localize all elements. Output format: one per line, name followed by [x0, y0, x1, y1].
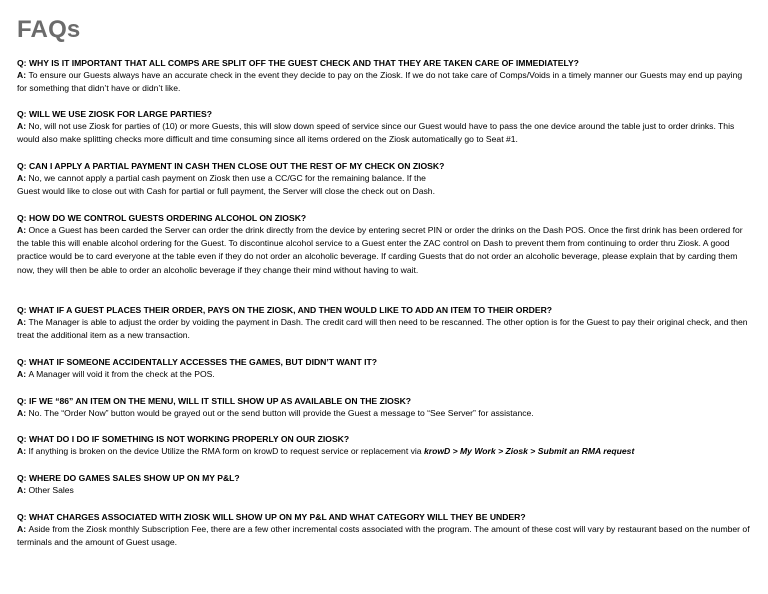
faq-item: [17, 304, 753, 342]
page-title: FAQs: [17, 16, 81, 43]
faq-answer: A: If anything is broken on the device Utilize the RMA form on krowD to request service or replacement via krowD > My Work > Ziosk > Submit an RMA request: [17, 446, 635, 456]
faq-question: Q: WHY IS IT IMPORTANT THAT ALL COMPS ARE SPLIT OFF THE GUEST CHECK AND THAT THEY ARE TAKEN CARE OF IMMEDIATELY?: [17, 58, 579, 68]
faq-answer: A: The Manager is able to adjust the order by voiding the payment in Dash. The credit card will then need to be rescanned. The other option is for the Guest to pay their original check, and then treat the additional item as a new transaction.: [17, 317, 748, 341]
faq-item: [17, 433, 753, 458]
faq-question: Q: WILL WE USE ZIOSK FOR LARGE PARTIES?: [17, 109, 212, 119]
faq-answer: A: Aside from the Ziosk monthly Subscription Fee, there are a few other incremental costs associated with the program. The amount of these cost will vary by restaurant based on the number of terminals and the amount of Guest usage.: [17, 524, 750, 548]
faq-answer: A: Other Sales: [17, 485, 74, 495]
faq-answer: A: No, we cannot apply a partial cash payment on Ziosk then use a CC/GC for the remaining balance. If the Guest would like to close out with Cash for partial or full payment, the Server will close the check out on Dash.: [17, 173, 435, 197]
faq-item: [17, 108, 753, 146]
faq-answer: A: No, will not use Ziosk for parties of (10) or more Guests, this will slow down speed of service since our Guest would have to pass the one device around the table just to order drinks. This would also make splitting checks more difficult and time consuming since all items ordered on the Ziosk automatically go to Seat #1.: [17, 121, 735, 145]
faq-item: [17, 212, 753, 277]
faq-item: [17, 511, 753, 549]
faq-item: [17, 160, 753, 198]
faq-answer: A: No. The “Order Now” button would be grayed out or the send button will provide the Guest a message to “See Server” for assistance.: [17, 408, 534, 418]
faq-question: Q: WHAT DO I DO IF SOMETHING IS NOT WORKING PROPERLY ON OUR ZIOSK?: [17, 434, 350, 444]
faq-question: Q: WHERE DO GAMES SALES SHOW UP ON MY P&L?: [17, 473, 240, 483]
faq-question: Q: CAN I APPLY A PARTIAL PAYMENT IN CASH THEN CLOSE OUT THE REST OF MY CHECK ON ZIOSK?: [17, 161, 445, 171]
faq-answer: A: To ensure our Guests always have an accurate check in the event they decide to pay on the Ziosk. If we do not take care of Comps/Voids in a timely manner our Guests may end up paying for something that didn’t have or didn’t like.: [17, 70, 743, 94]
faq-item: [17, 472, 753, 497]
faq-answer: A: A Manager will void it from the check at the POS.: [17, 369, 215, 379]
faq-question: Q: WHAT IF A GUEST PLACES THEIR ORDER, PAYS ON THE ZIOSK, AND THEN WOULD LIKE TO ADD AN ITEM TO THEIR ORDER?: [17, 305, 553, 315]
faq-item: [17, 356, 753, 381]
faq-question: Q: WHAT IF SOMEONE ACCIDENTALLY ACCESSES THE GAMES, BUT DIDN’T WANT IT?: [17, 357, 377, 367]
faq-item: [17, 395, 753, 420]
faq-question: Q: HOW DO WE CONTROL GUESTS ORDERING ALCOHOL ON ZIOSK?: [17, 213, 307, 223]
rma-path: krowD > My Work > Ziosk > Submit an RMA request: [423, 446, 635, 456]
faq-question: Q: IF WE “86” AN ITEM ON THE MENU, WILL IT STILL SHOW UP AS AVAILABLE ON THE ZIOSK?: [17, 396, 412, 406]
faq-item: [17, 57, 753, 95]
faq-answer: A: Once a Guest has been carded the Server can order the drink directly from the device by entering secret PIN or order the drinks on the Dash POS. Once the first drink has been ordered for the table this will enable alcohol ordering for the Guest. To discontinue alcohol service to a Guest enter the ZAC control on Dash to prevent them from continuing to order thru Ziosk. A good practice would be to card everyone at the table even if they do not order an alcoholic beverage. If carding Guests that do not order an alcoholic beverage, please explain that by carding them now, they will then be able to order an alcoholic beverage if they change their mind without having to wait.: [17, 225, 743, 275]
faq-question: Q: WHAT CHARGES ASSOCIATED WITH ZIOSK WILL SHOW UP ON MY P&L AND WHAT CATEGORY WILL THEY BE UNDER?: [17, 512, 526, 522]
